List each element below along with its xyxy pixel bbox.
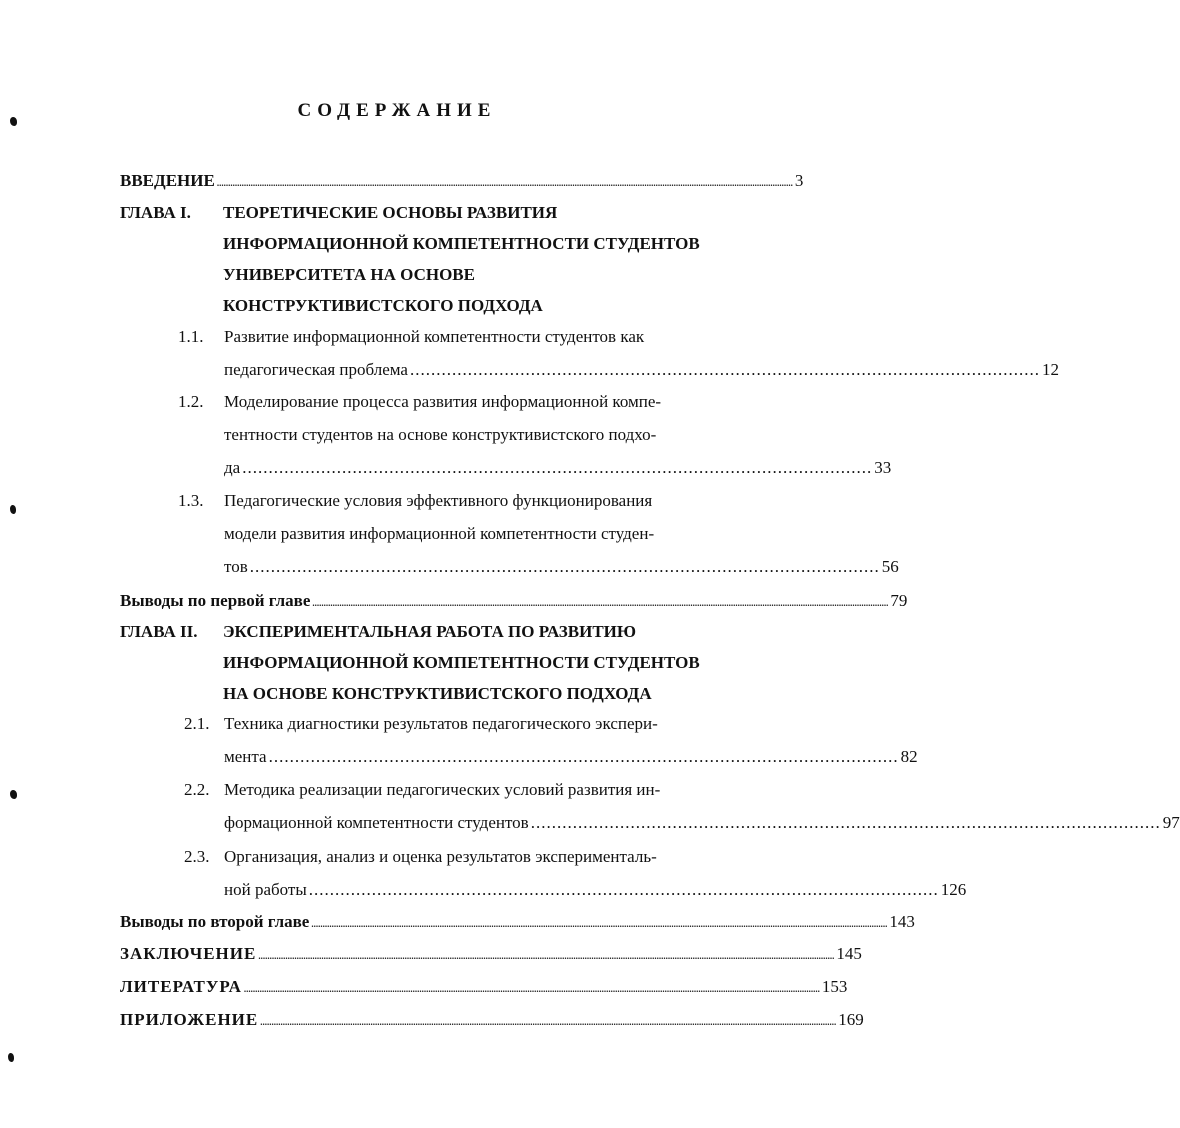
scan-mark bbox=[8, 1053, 14, 1062]
chapter-title-line: КОНСТРУКТИВИСТСКОГО ПОДХОДА bbox=[223, 296, 543, 315]
section-title-line: Педагогические условия эффективного функционирования bbox=[224, 491, 653, 510]
toc-entry-conclusions-2[interactable] bbox=[120, 906, 915, 938]
entry-label: Выводы по первой главе bbox=[120, 591, 311, 610]
page-number: 56 bbox=[881, 557, 899, 576]
page-number: 143 bbox=[889, 912, 915, 931]
toc-entry-appendix[interactable] bbox=[120, 1004, 864, 1036]
entry-label: ЗАКЛЮЧЕНИЕ bbox=[120, 944, 257, 963]
chapter-title-line: ТЕОРЕТИЧЕСКИЕ ОСНОВЫ РАЗВИТИЯ bbox=[223, 203, 558, 222]
toc-section-2-1[interactable] bbox=[120, 707, 918, 773]
section-title-line: Методика реализации педагогических условий развития ин- bbox=[224, 780, 661, 799]
dot-leader: ................................................................................................................................................................................................................................................................ bbox=[312, 598, 889, 608]
dot-leader: ................................................................................................................................................................................................................................................................ bbox=[260, 1017, 837, 1027]
chapter-title-line: ИНФОРМАЦИОННОЙ КОМПЕТЕНТНОСТИ СТУДЕНТОВ bbox=[223, 234, 700, 253]
page-number: 126 bbox=[940, 880, 967, 899]
chapter-title-line: УНИВЕРСИТЕТА НА ОСНОВЕ bbox=[223, 265, 475, 284]
toc-section-2-3[interactable] bbox=[120, 840, 967, 906]
section-title-line: да bbox=[224, 458, 241, 477]
section-title-line: Моделирование процесса развития информационной компе- bbox=[224, 392, 662, 411]
section-number: 2.2. bbox=[184, 780, 210, 799]
toc-section-2-2[interactable] bbox=[120, 773, 1180, 839]
section-number: 1.2. bbox=[178, 392, 204, 411]
toc-entry-literature[interactable] bbox=[120, 971, 848, 1003]
dot-leader: ........................................................................................................................ bbox=[409, 360, 1040, 379]
section-title-line: тов bbox=[224, 557, 248, 576]
toc-entry-conclusions-1[interactable] bbox=[120, 585, 908, 617]
section-title-line: тентности студентов на основе конструктивистского подхо- bbox=[224, 425, 657, 444]
toc-section-1-3[interactable] bbox=[120, 484, 899, 583]
toc-chapter-1[interactable] bbox=[120, 197, 770, 321]
section-number: 2.3. bbox=[184, 847, 210, 866]
chapter-label: ГЛАВА I. bbox=[120, 203, 191, 222]
section-title-line: педагогическая проблема bbox=[224, 360, 408, 379]
page-title: СОДЕРЖАНИЕ bbox=[297, 100, 497, 121]
entry-label: ПРИЛОЖЕНИЕ bbox=[120, 1010, 259, 1029]
section-number: 1.1. bbox=[178, 327, 204, 346]
scan-mark bbox=[10, 505, 16, 514]
chapter-title-line: ИНФОРМАЦИОННОЙ КОМПЕТЕНТНОСТИ СТУДЕНТОВ bbox=[223, 653, 700, 672]
dot-leader: ........................................................................................................................ bbox=[249, 557, 880, 576]
page-number: 153 bbox=[821, 977, 848, 996]
section-title-line: Техника диагностики результатов педагогического экспери- bbox=[224, 714, 658, 733]
scan-mark bbox=[10, 790, 17, 799]
chapter-title-line: ЭКСПЕРИМЕНТАЛЬНАЯ РАБОТА ПО РАЗВИТИЮ bbox=[223, 622, 637, 641]
page-number: 169 bbox=[838, 1010, 864, 1029]
toc-entry-introduction[interactable] bbox=[120, 165, 804, 197]
section-title-line: Развитие информационной компетентности студентов как bbox=[224, 327, 645, 346]
chapter-label: ГЛАВА II. bbox=[120, 622, 198, 641]
page-number: 33 bbox=[874, 458, 892, 477]
section-title-line: ной работы bbox=[224, 880, 307, 899]
page-number: 97 bbox=[1162, 813, 1180, 832]
toc-section-1-2[interactable] bbox=[120, 385, 892, 484]
scan-mark bbox=[10, 117, 17, 126]
dot-leader: ................................................................................................................................................................................................................................................................ bbox=[216, 178, 793, 188]
section-number: 2.1. bbox=[184, 714, 210, 733]
chapter-title bbox=[223, 197, 700, 321]
entry-label: ЛИТЕРАТУРА bbox=[120, 977, 242, 996]
section-title-line: мента bbox=[224, 747, 267, 766]
dot-leader: ........................................................................................................................ bbox=[268, 747, 899, 766]
section-title-line: Организация, анализ и оценка результатов эксперименталь- bbox=[224, 847, 657, 866]
toc-section-1-1[interactable] bbox=[120, 320, 1059, 386]
entry-label: ВВЕДЕНИЕ bbox=[120, 171, 215, 190]
dot-leader: ................................................................................................................................................................................................................................................................ bbox=[243, 984, 820, 994]
page-number: 79 bbox=[890, 591, 908, 610]
page-number: 3 bbox=[794, 171, 804, 190]
chapter-title bbox=[223, 616, 700, 709]
dot-leader: ........................................................................................................................ bbox=[242, 458, 873, 477]
dot-leader: ................................................................................................................................................................................................................................................................ bbox=[258, 951, 835, 961]
section-number: 1.3. bbox=[178, 491, 204, 510]
entry-label: Выводы по второй главе bbox=[120, 912, 310, 931]
chapter-title-line: НА ОСНОВЕ КОНСТРУКТИВИСТСКОГО ПОДХОДА bbox=[223, 684, 652, 703]
dot-leader: ........................................................................................................................ bbox=[308, 880, 939, 899]
dot-leader: ................................................................................................................................................................................................................................................................ bbox=[311, 919, 888, 929]
page-number: 12 bbox=[1041, 360, 1059, 379]
toc-chapter-2[interactable] bbox=[120, 616, 770, 709]
toc-entry-conclusion[interactable] bbox=[120, 938, 862, 970]
dot-leader: ........................................................................................................................ bbox=[530, 813, 1161, 832]
section-title-line: модели развития информационной компетентности студен- bbox=[224, 524, 655, 543]
page-number: 145 bbox=[836, 944, 862, 963]
page-number: 82 bbox=[900, 747, 918, 766]
section-title-line: формационной компетентности студентов bbox=[224, 813, 529, 832]
